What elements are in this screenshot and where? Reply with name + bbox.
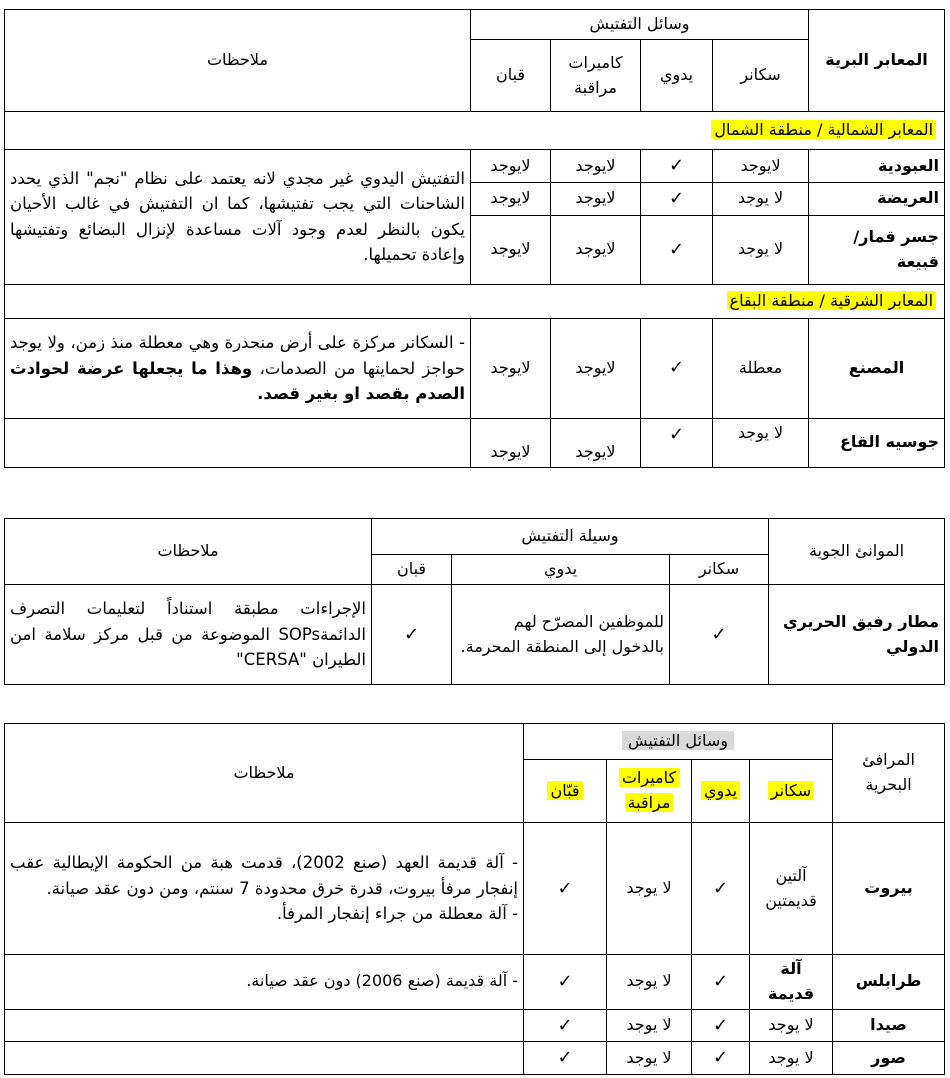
qabban-cell: لايوجد — [471, 215, 551, 284]
beirut-note: - آلة قديمة العهد (صنع 2002)، قدمت هبة من الحكومة الإيطالية عقب إنفجار مرفأ بيروت، قدرة خرق محدودة 7 سنتم، ومن دون عقد صيانة. - آلة معطلة من جراء إنفجار المرفأ. — [5, 823, 524, 955]
north-note: التفتيش اليدوي غير مجدي لانه يعتمد على نظام "نجم" الذي يحدد الشاحنات التي يجب تفتيشها، كما ان التفتيش في غالب الأحيان يكون بالنظر لعدم وجود آلات مساعدة لإنزال البضائع وتفتيشها وإعادة تحميلها. — [5, 150, 471, 285]
manual-header: يدوي — [641, 40, 713, 112]
crossing-name: العبودية — [809, 150, 945, 183]
check-icon: ✓ — [670, 585, 769, 685]
check-icon: ✓ — [641, 418, 713, 467]
crossing-name: جسر قمار/ قبيعة — [809, 215, 945, 284]
inspection-means-header: وسائل التفتيش — [471, 10, 809, 40]
qabban-cell: لايوجد — [471, 418, 551, 467]
scanner-cell: لا يوجد — [750, 1009, 833, 1042]
table-row — [5, 1009, 945, 1042]
port-name: صور — [833, 1042, 945, 1075]
port-name: بيروت — [833, 823, 945, 955]
check-icon: ✓ — [524, 955, 607, 1010]
north-section-row — [5, 112, 945, 150]
seaports-header: المرافئ البحرية — [833, 724, 945, 823]
scanner-cell: آلتين قديمتين — [750, 823, 833, 955]
cameras-cell: لايوجد — [551, 215, 641, 284]
port-note — [5, 1042, 524, 1075]
qabban-header: قبان — [471, 40, 551, 112]
scanner-header: سكانر — [670, 555, 769, 585]
airport-name: مطار رفيق الحريري الدولي — [769, 585, 945, 685]
airport-note: الإجراءات مطبقة استناداً لتعليمات التصرف الدائمةSOPs الموضوعة من قبل مركز سلامة امن الطيران "CERSA" — [5, 585, 372, 685]
scanner-header: سكانر — [750, 760, 833, 823]
check-icon: ✓ — [641, 182, 713, 215]
cameras-cell: لا يوجد — [607, 1042, 692, 1075]
manual-cell: للموظفين المصرّح لهم بالدخول إلى المنطقة المحرمة. — [452, 585, 670, 685]
check-icon: ✓ — [641, 150, 713, 183]
crossing-name: العريضة — [809, 182, 945, 215]
scanner-header: سكانر — [713, 40, 809, 112]
check-icon: ✓ — [372, 585, 452, 685]
scanner-cell: لايوجد — [713, 150, 809, 183]
cameras-cell: لايوجد — [551, 418, 641, 467]
table-row — [5, 318, 945, 418]
check-icon: ✓ — [524, 1042, 607, 1075]
cameras-cell: لايوجد — [551, 150, 641, 183]
cameras-cell: لايوجد — [551, 318, 641, 418]
manual-header: يدوي — [452, 555, 670, 585]
table-row — [5, 418, 945, 467]
airports-header: الموانئ الجوية — [769, 519, 945, 585]
masnaa-note: - السكانر مركزة على أرض منحدرة وهي معطلة منذ زمن، ولا يوجد حواجز لحمايتها من الصدمات، وهذا ما يجعلها عرضة لحوادث الصدم بقصد او بغير قصد. — [5, 318, 471, 418]
crossing-name: جوسيه القاع — [809, 418, 945, 467]
check-icon: ✓ — [692, 955, 750, 1010]
seaports-table — [4, 723, 945, 1075]
inspection-means-header: وسائل التفتيش — [524, 724, 833, 760]
port-note — [5, 1009, 524, 1042]
qabban-cell: لايوجد — [471, 150, 551, 183]
check-icon: ✓ — [641, 215, 713, 284]
notes-header: ملاحظات — [5, 519, 372, 585]
port-note: - آلة قديمة (صنع 2006) دون عقد صيانة. — [5, 955, 524, 1010]
qabban-header: قبان — [372, 555, 452, 585]
port-name: صيدا — [833, 1009, 945, 1042]
table-row — [5, 823, 945, 955]
east-section-title: المعابر الشرقية / منطقة البقاع — [727, 291, 937, 310]
scanner-cell: لا يوجد — [713, 418, 809, 467]
cameras-header: كاميرات مراقبة — [607, 760, 692, 823]
check-icon: ✓ — [692, 1042, 750, 1075]
airports-table — [4, 518, 945, 685]
manual-header: يدوي — [692, 760, 750, 823]
check-icon: ✓ — [641, 318, 713, 418]
north-section-title: المعابر الشمالية / منطقة الشمال — [711, 120, 936, 139]
cameras-cell: لا يوجد — [607, 1009, 692, 1042]
notes-header: ملاحظات — [5, 10, 471, 112]
cameras-cell: لايوجد — [551, 182, 641, 215]
crossing-name: المصنع — [809, 318, 945, 418]
cameras-cell: لا يوجد — [607, 955, 692, 1010]
scanner-cell: معطلة — [713, 318, 809, 418]
qabban-cell: لايوجد — [471, 182, 551, 215]
check-icon: ✓ — [692, 823, 750, 955]
port-name: طرابلس — [833, 955, 945, 1010]
land-crossings-table — [4, 9, 945, 468]
cameras-cell: لا يوجد — [607, 823, 692, 955]
qabban-header: قبّان — [524, 760, 607, 823]
east-section-row — [5, 284, 945, 318]
table-row — [5, 1042, 945, 1075]
scanner-cell: لا يوجد — [750, 1042, 833, 1075]
empty-note — [5, 418, 471, 467]
table-row — [5, 955, 945, 1010]
qabban-cell: لايوجد — [471, 318, 551, 418]
cameras-header: كاميرات مراقبة — [551, 40, 641, 112]
check-icon: ✓ — [524, 1009, 607, 1042]
table-row — [5, 585, 945, 685]
inspection-means-header: وسيلة التفتيش — [372, 519, 769, 555]
check-icon: ✓ — [692, 1009, 750, 1042]
scanner-cell: لا يوجد — [713, 182, 809, 215]
table-row — [5, 150, 945, 183]
land-crossings-header: المعابر البرية — [809, 10, 945, 112]
scanner-cell: آلة قديمة — [750, 955, 833, 1010]
notes-header: ملاحظات — [5, 724, 524, 823]
scanner-cell: لا يوجد — [713, 215, 809, 284]
check-icon: ✓ — [524, 823, 607, 955]
